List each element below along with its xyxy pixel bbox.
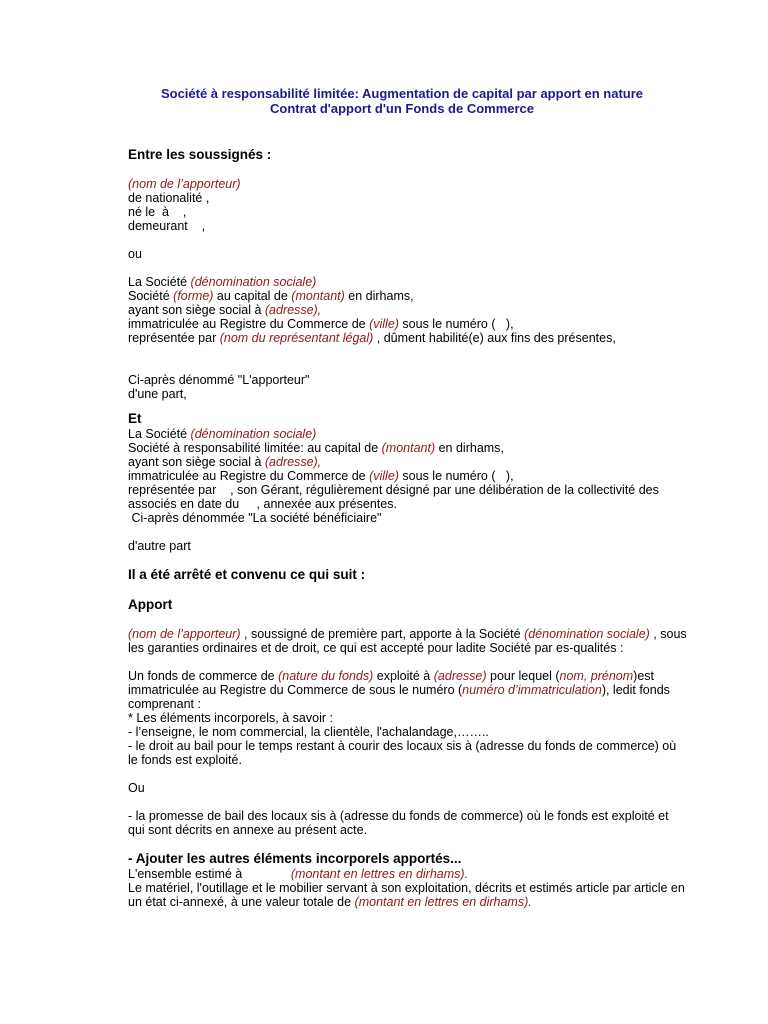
section-heading-convenu: Il a été arrêté et convenu ce qui suit : — [128, 567, 366, 582]
fonds-paragraph: Un fonds de commerce de (nature du fonds) exploité à (adresse) pour lequel (nom, prénom)est immatriculée au Registre du Commerce de sous le numéro (numéro d’immatriculation), ledit fonds comprenant : — [128, 669, 670, 711]
title-line-2: Contrat d'apport d'un Fonds de Commerce — [269, 101, 535, 116]
apporteur-placeholder: (nom de l’apporteur) — [128, 177, 241, 191]
societe-line-5: représentée par (nom du représentant légal) , dûment habilité(e) aux fins des présentes, — [128, 331, 616, 345]
droit-au-bail-item: - le droit au bail pour le temps restant à courir des locaux sis à (adresse du fonds de commerce) où le fonds est exploité. — [128, 739, 677, 767]
une-part: d'une part, — [128, 387, 187, 401]
societe-line-2: Société (forme) au capital de (montant) en dirhams, — [128, 289, 414, 303]
demeurant-line: demeurant , — [128, 219, 206, 233]
section-heading-et: Et — [128, 411, 142, 426]
ou-line: ou — [128, 247, 142, 261]
apport-paragraph: (nom de l’apporteur) , soussigné de première part, apporte à la Société (dénomination sociale) , sous les garanties ordinaires et de droit, ce qui est accepté pour ladite Société par es-qualités : — [128, 627, 687, 655]
ou-alternative: Ou — [128, 781, 145, 795]
materiel-paragraph: Le matériel, l'outillage et le mobilier servant à son exploitation, décrits et estimés article par article en un état ci-annexé, à une valeur totale de (montant en lettres en dirhams). — [128, 881, 685, 909]
beneficiaire-line-5: représentée par , son Gérant, régulièrement désigné par une délibération de la collectivité des associés en date du , annexée aux présentes. — [128, 483, 663, 511]
societe-line-4: immatriculée au Registre du Commerce de (ville) sous le numéro ( ), — [128, 317, 514, 331]
section-heading-parties: Entre les soussignés : — [128, 147, 272, 162]
section-heading-apport: Apport — [128, 597, 173, 612]
document-body — [128, 147, 688, 909]
ensemble-estime-line: L'ensemble estimé à (montant en lettres en dirhams). — [128, 867, 469, 881]
apporteur-denomination: Ci-après dénommé "L'apporteur" — [128, 373, 310, 387]
societe-line-3: ayant son siège social à (adresse), — [128, 303, 322, 317]
elements-incorporels: * Les éléments incorporels, à savoir : — [128, 711, 333, 725]
beneficiaire-line-2: Société à responsabilité limitée: au capital de (montant) en dirhams, — [128, 441, 504, 455]
enseigne-item: - l’enseigne, le nom commercial, la clientèle, l'achalandage,…….. — [128, 725, 489, 739]
beneficiaire-denomination: Ci-après dénommée "La société bénéficiaire" — [128, 511, 382, 525]
promesse-de-bail-item: - la promesse de bail des locaux sis à (adresse du fonds de commerce) où le fonds est exploité et qui sont décrits en annexe au présent acte. — [128, 809, 669, 837]
autre-part: d'autre part — [128, 539, 191, 553]
societe-line-1: La Société (dénomination sociale) — [128, 275, 317, 289]
title-line-1: Société à responsabilité limitée: Augmentation de capital par apport en nature — [160, 86, 644, 101]
beneficiaire-line-1: La Société (dénomination sociale) — [128, 427, 317, 441]
naissance-line: né le à , — [128, 205, 187, 219]
beneficiaire-line-4: immatriculée au Registre du Commerce de (ville) sous le numéro ( ), — [128, 469, 514, 483]
beneficiaire-line-3: ayant son siège social à (adresse), — [128, 455, 322, 469]
nationalite-line: de nationalité , — [128, 191, 210, 205]
section-heading-autres-elements: - Ajouter les autres éléments incorporels apportés... — [128, 851, 462, 866]
document-title — [0, 86, 768, 116]
